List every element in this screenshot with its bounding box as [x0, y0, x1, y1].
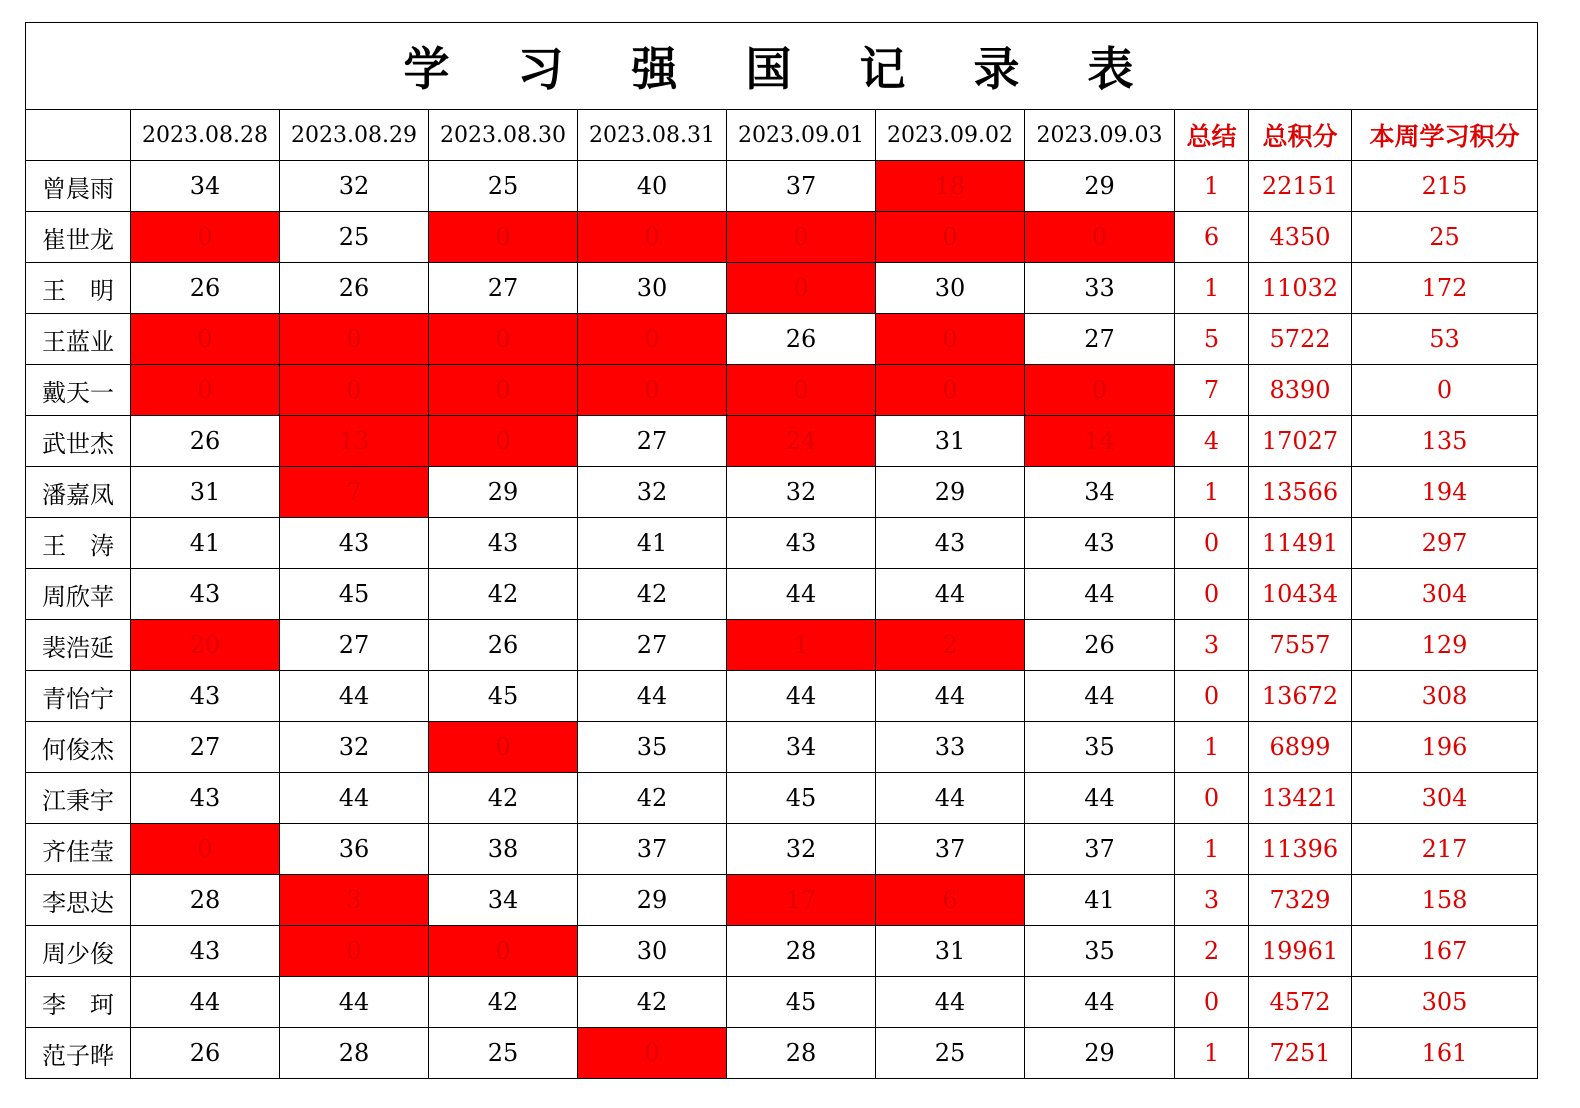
- header-date: 2023.08.28: [131, 110, 280, 161]
- student-name: 李 珂: [26, 977, 131, 1028]
- total-points-cell: 22151: [1249, 161, 1352, 212]
- summary-cell: 0: [1175, 518, 1249, 569]
- summary-cell: 0: [1175, 977, 1249, 1028]
- daily-score-cell: 31: [131, 467, 280, 518]
- daily-score-cell: 33: [1025, 263, 1175, 314]
- record-table: [25, 22, 1538, 1079]
- daily-score-cell: 32: [280, 161, 429, 212]
- table-row: [26, 773, 1538, 824]
- table-row: [26, 518, 1538, 569]
- daily-score-cell: 42: [578, 977, 727, 1028]
- daily-score-cell: 0: [429, 722, 578, 773]
- daily-score-cell: 28: [280, 1028, 429, 1079]
- summary-cell: 0: [1175, 671, 1249, 722]
- total-points-cell: 19961: [1249, 926, 1352, 977]
- daily-score-cell: 35: [1025, 722, 1175, 773]
- daily-score-cell: 34: [429, 875, 578, 926]
- daily-score-cell: 29: [429, 467, 578, 518]
- daily-score-cell: 20: [131, 620, 280, 671]
- daily-score-cell: 34: [727, 722, 876, 773]
- table-row: [26, 671, 1538, 722]
- daily-score-cell: 26: [429, 620, 578, 671]
- daily-score-cell: 43: [131, 569, 280, 620]
- daily-score-cell: 0: [727, 365, 876, 416]
- header-summary: 总结: [1175, 110, 1249, 161]
- daily-score-cell: 43: [131, 926, 280, 977]
- daily-score-cell: 27: [429, 263, 578, 314]
- daily-score-cell: 42: [429, 773, 578, 824]
- table-row: [26, 1028, 1538, 1079]
- daily-score-cell: 44: [876, 569, 1025, 620]
- table-row: [26, 161, 1538, 212]
- daily-score-cell: 45: [280, 569, 429, 620]
- daily-score-cell: 34: [1025, 467, 1175, 518]
- table-row: [26, 467, 1538, 518]
- daily-score-cell: 3: [280, 875, 429, 926]
- header-total: 总积分: [1249, 110, 1352, 161]
- daily-score-cell: 17: [727, 875, 876, 926]
- summary-cell: 3: [1175, 620, 1249, 671]
- daily-score-cell: 0: [429, 212, 578, 263]
- daily-score-cell: 43: [876, 518, 1025, 569]
- daily-score-cell: 0: [727, 212, 876, 263]
- summary-cell: 5: [1175, 314, 1249, 365]
- total-points-cell: 5722: [1249, 314, 1352, 365]
- daily-score-cell: 32: [280, 722, 429, 773]
- table-row: [26, 416, 1538, 467]
- header-date: 2023.09.02: [876, 110, 1025, 161]
- daily-score-cell: 29: [876, 467, 1025, 518]
- total-points-cell: 7251: [1249, 1028, 1352, 1079]
- header-date: 2023.09.01: [727, 110, 876, 161]
- daily-score-cell: 44: [1025, 671, 1175, 722]
- daily-score-cell: 37: [1025, 824, 1175, 875]
- summary-cell: 0: [1175, 569, 1249, 620]
- daily-score-cell: 26: [1025, 620, 1175, 671]
- summary-cell: 4: [1175, 416, 1249, 467]
- daily-score-cell: 38: [429, 824, 578, 875]
- daily-score-cell: 30: [578, 263, 727, 314]
- daily-score-cell: 26: [727, 314, 876, 365]
- daily-score-cell: 30: [876, 263, 1025, 314]
- daily-score-cell: 44: [727, 569, 876, 620]
- daily-score-cell: 42: [578, 569, 727, 620]
- daily-score-cell: 0: [578, 1028, 727, 1079]
- total-points-cell: 7557: [1249, 620, 1352, 671]
- title-row: [26, 23, 1538, 110]
- daily-score-cell: 27: [578, 620, 727, 671]
- table-row: [26, 977, 1538, 1028]
- daily-score-cell: 0: [429, 365, 578, 416]
- summary-cell: 1: [1175, 467, 1249, 518]
- table-row: [26, 875, 1538, 926]
- daily-score-cell: 44: [280, 977, 429, 1028]
- daily-score-cell: 37: [876, 824, 1025, 875]
- total-points-cell: 4572: [1249, 977, 1352, 1028]
- daily-score-cell: 40: [578, 161, 727, 212]
- header-date: 2023.08.31: [578, 110, 727, 161]
- table-row: [26, 569, 1538, 620]
- daily-score-cell: 41: [131, 518, 280, 569]
- daily-score-cell: 45: [727, 977, 876, 1028]
- daily-score-cell: 36: [280, 824, 429, 875]
- daily-score-cell: 27: [131, 722, 280, 773]
- student-name: 王蓝业: [26, 314, 131, 365]
- student-name: 齐佳莹: [26, 824, 131, 875]
- table-row: [26, 824, 1538, 875]
- table-row: [26, 263, 1538, 314]
- total-points-cell: 17027: [1249, 416, 1352, 467]
- total-points-cell: 8390: [1249, 365, 1352, 416]
- daily-score-cell: 44: [280, 773, 429, 824]
- daily-score-cell: 43: [429, 518, 578, 569]
- daily-score-cell: 29: [1025, 1028, 1175, 1079]
- daily-score-cell: 44: [280, 671, 429, 722]
- week-points-cell: 194: [1352, 467, 1538, 518]
- daily-score-cell: 44: [876, 671, 1025, 722]
- total-points-cell: 13566: [1249, 467, 1352, 518]
- table-title: 学 习 强 国 记 录 表: [26, 23, 1538, 110]
- daily-score-cell: 32: [578, 467, 727, 518]
- week-points-cell: 297: [1352, 518, 1538, 569]
- daily-score-cell: 28: [727, 926, 876, 977]
- daily-score-cell: 0: [429, 416, 578, 467]
- week-points-cell: 304: [1352, 773, 1538, 824]
- daily-score-cell: 44: [578, 671, 727, 722]
- student-name: 王 涛: [26, 518, 131, 569]
- summary-cell: 1: [1175, 722, 1249, 773]
- daily-score-cell: 0: [280, 926, 429, 977]
- week-points-cell: 161: [1352, 1028, 1538, 1079]
- summary-cell: 1: [1175, 263, 1249, 314]
- daily-score-cell: 44: [1025, 773, 1175, 824]
- week-points-cell: 25: [1352, 212, 1538, 263]
- daily-score-cell: 45: [727, 773, 876, 824]
- student-name: 范子晔: [26, 1028, 131, 1079]
- header-week: 本周学习积分: [1352, 110, 1538, 161]
- total-points-cell: 11032: [1249, 263, 1352, 314]
- header-corner: [26, 110, 131, 161]
- week-points-cell: 0: [1352, 365, 1538, 416]
- header-row: [26, 110, 1538, 161]
- week-points-cell: 172: [1352, 263, 1538, 314]
- daily-score-cell: 0: [131, 212, 280, 263]
- daily-score-cell: 26: [280, 263, 429, 314]
- summary-cell: 1: [1175, 161, 1249, 212]
- summary-cell: 6: [1175, 212, 1249, 263]
- daily-score-cell: 37: [727, 161, 876, 212]
- daily-score-cell: 7: [280, 467, 429, 518]
- daily-score-cell: 27: [1025, 314, 1175, 365]
- student-name: 武世杰: [26, 416, 131, 467]
- student-name: 潘嘉凤: [26, 467, 131, 518]
- student-name: 裴浩延: [26, 620, 131, 671]
- daily-score-cell: 27: [578, 416, 727, 467]
- daily-score-cell: 0: [876, 314, 1025, 365]
- student-name: 何俊杰: [26, 722, 131, 773]
- daily-score-cell: 18: [876, 161, 1025, 212]
- table-row: [26, 722, 1538, 773]
- daily-score-cell: 37: [578, 824, 727, 875]
- daily-score-cell: 28: [727, 1028, 876, 1079]
- daily-score-cell: 0: [280, 365, 429, 416]
- daily-score-cell: 43: [131, 773, 280, 824]
- daily-score-cell: 0: [727, 263, 876, 314]
- daily-score-cell: 44: [876, 977, 1025, 1028]
- daily-score-cell: 42: [429, 569, 578, 620]
- daily-score-cell: 0: [131, 314, 280, 365]
- daily-score-cell: 0: [876, 212, 1025, 263]
- week-points-cell: 304: [1352, 569, 1538, 620]
- daily-score-cell: 43: [1025, 518, 1175, 569]
- daily-score-cell: 0: [280, 314, 429, 365]
- week-points-cell: 135: [1352, 416, 1538, 467]
- daily-score-cell: 0: [578, 212, 727, 263]
- daily-score-cell: 41: [1025, 875, 1175, 926]
- total-points-cell: 13672: [1249, 671, 1352, 722]
- daily-score-cell: 34: [131, 161, 280, 212]
- daily-score-cell: 43: [131, 671, 280, 722]
- daily-score-cell: 32: [727, 824, 876, 875]
- week-points-cell: 129: [1352, 620, 1538, 671]
- student-name: 青怡宁: [26, 671, 131, 722]
- table-row: [26, 620, 1538, 671]
- daily-score-cell: 0: [1025, 365, 1175, 416]
- daily-score-cell: 29: [578, 875, 727, 926]
- daily-score-cell: 13: [280, 416, 429, 467]
- summary-cell: 0: [1175, 773, 1249, 824]
- student-name: 李思达: [26, 875, 131, 926]
- total-points-cell: 7329: [1249, 875, 1352, 926]
- header-date: 2023.08.29: [280, 110, 429, 161]
- student-name: 王 明: [26, 263, 131, 314]
- summary-cell: 3: [1175, 875, 1249, 926]
- total-points-cell: 10434: [1249, 569, 1352, 620]
- week-points-cell: 308: [1352, 671, 1538, 722]
- daily-score-cell: 27: [280, 620, 429, 671]
- total-points-cell: 6899: [1249, 722, 1352, 773]
- summary-cell: 1: [1175, 824, 1249, 875]
- daily-score-cell: 42: [578, 773, 727, 824]
- daily-score-cell: 29: [1025, 161, 1175, 212]
- daily-score-cell: 0: [876, 365, 1025, 416]
- daily-score-cell: 25: [280, 212, 429, 263]
- week-points-cell: 305: [1352, 977, 1538, 1028]
- daily-score-cell: 2: [876, 620, 1025, 671]
- student-name: 戴天一: [26, 365, 131, 416]
- daily-score-cell: 26: [131, 1028, 280, 1079]
- daily-score-cell: 0: [429, 926, 578, 977]
- daily-score-cell: 25: [429, 161, 578, 212]
- total-points-cell: 13421: [1249, 773, 1352, 824]
- daily-score-cell: 0: [578, 365, 727, 416]
- daily-score-cell: 45: [429, 671, 578, 722]
- daily-score-cell: 26: [131, 263, 280, 314]
- daily-score-cell: 42: [429, 977, 578, 1028]
- header-date: 2023.09.03: [1025, 110, 1175, 161]
- student-name: 周少俊: [26, 926, 131, 977]
- table-row: [26, 926, 1538, 977]
- week-points-cell: 217: [1352, 824, 1538, 875]
- week-points-cell: 53: [1352, 314, 1538, 365]
- daily-score-cell: 41: [578, 518, 727, 569]
- daily-score-cell: 43: [727, 518, 876, 569]
- student-name: 崔世龙: [26, 212, 131, 263]
- week-points-cell: 158: [1352, 875, 1538, 926]
- daily-score-cell: 33: [876, 722, 1025, 773]
- daily-score-cell: 44: [1025, 977, 1175, 1028]
- daily-score-cell: 35: [1025, 926, 1175, 977]
- daily-score-cell: 0: [1025, 212, 1175, 263]
- summary-cell: 7: [1175, 365, 1249, 416]
- week-points-cell: 167: [1352, 926, 1538, 977]
- summary-cell: 1: [1175, 1028, 1249, 1079]
- week-points-cell: 215: [1352, 161, 1538, 212]
- daily-score-cell: 1: [727, 620, 876, 671]
- daily-score-cell: 0: [131, 824, 280, 875]
- daily-score-cell: 31: [876, 416, 1025, 467]
- student-name: 曾晨雨: [26, 161, 131, 212]
- daily-score-cell: 14: [1025, 416, 1175, 467]
- summary-cell: 2: [1175, 926, 1249, 977]
- daily-score-cell: 32: [727, 467, 876, 518]
- daily-score-cell: 44: [1025, 569, 1175, 620]
- daily-score-cell: 6: [876, 875, 1025, 926]
- table-row: [26, 365, 1538, 416]
- table-row: [26, 314, 1538, 365]
- daily-score-cell: 44: [876, 773, 1025, 824]
- table-row: [26, 212, 1538, 263]
- daily-score-cell: 0: [429, 314, 578, 365]
- daily-score-cell: 35: [578, 722, 727, 773]
- student-name: 周欣苹: [26, 569, 131, 620]
- daily-score-cell: 44: [727, 671, 876, 722]
- student-name: 江秉宇: [26, 773, 131, 824]
- daily-score-cell: 0: [578, 314, 727, 365]
- daily-score-cell: 26: [131, 416, 280, 467]
- daily-score-cell: 24: [727, 416, 876, 467]
- daily-score-cell: 0: [131, 365, 280, 416]
- daily-score-cell: 31: [876, 926, 1025, 977]
- total-points-cell: 11491: [1249, 518, 1352, 569]
- header-date: 2023.08.30: [429, 110, 578, 161]
- total-points-cell: 11396: [1249, 824, 1352, 875]
- daily-score-cell: 25: [876, 1028, 1025, 1079]
- daily-score-cell: 25: [429, 1028, 578, 1079]
- total-points-cell: 4350: [1249, 212, 1352, 263]
- week-points-cell: 196: [1352, 722, 1538, 773]
- daily-score-cell: 28: [131, 875, 280, 926]
- daily-score-cell: 43: [280, 518, 429, 569]
- daily-score-cell: 44: [131, 977, 280, 1028]
- daily-score-cell: 30: [578, 926, 727, 977]
